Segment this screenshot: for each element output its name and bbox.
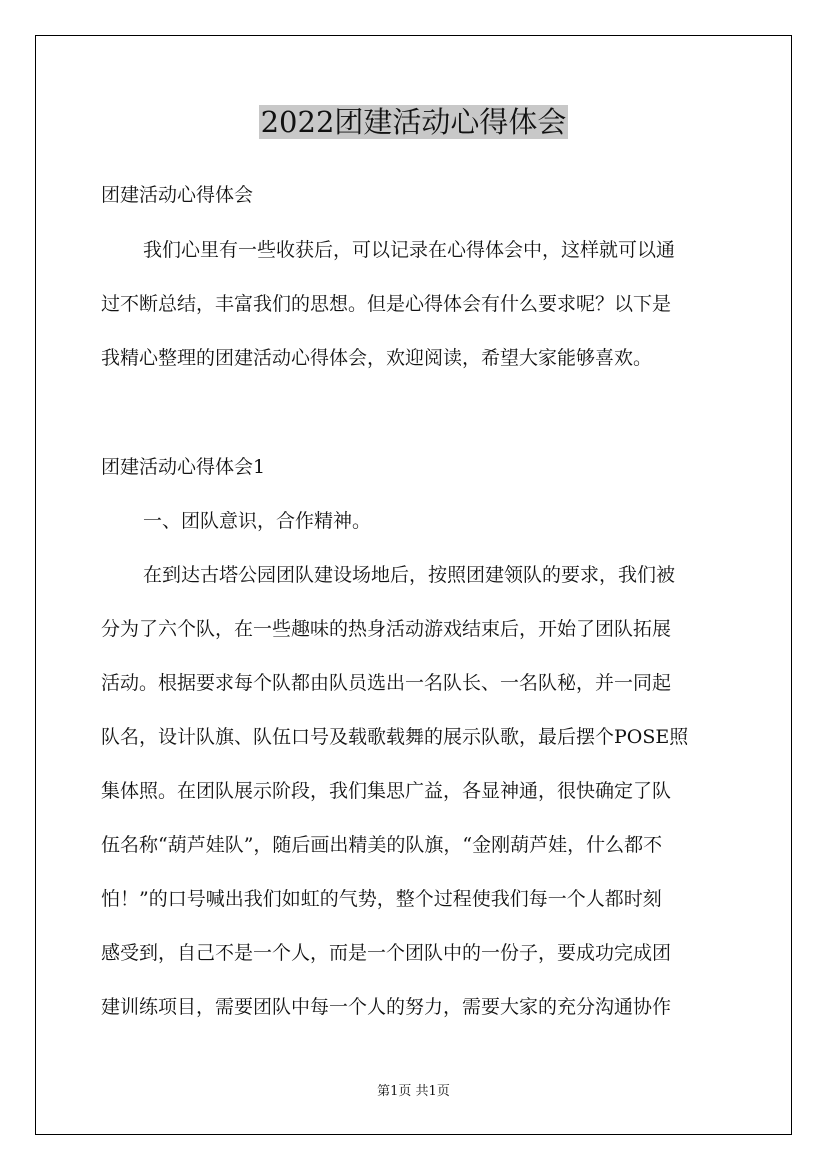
page-footer: 第1页 共1页	[377, 1084, 450, 1099]
body-line: 集体照。在团队展示阶段，我们集思广益，各显神通，很快确定了队	[101, 780, 672, 802]
document-title-text: 2022团建活动心得体会	[260, 105, 567, 139]
intro-line: 我们心里有一些收获后，可以记录在心得体会中，这样就可以通	[143, 239, 676, 261]
body-line: 队名，设计队旗、队伍口号及载歌载舞的展示队歌，最后摆个POSE照	[101, 726, 689, 748]
body-line: 建训练项目，需要团队中每一个人的努力，需要大家的充分沟通协作	[101, 996, 672, 1018]
body-line: 怕！”的口号喊出我们如虹的气势，整个过程使我们每一个人都时刻	[101, 888, 662, 910]
document-title	[0, 100, 827, 144]
body-line: 分为了六个队，在一些趣味的热身活动游戏结束后，开始了团队拓展	[101, 618, 672, 640]
intro-line: 我精心整理的团建活动心得体会，欢迎阅读，希望大家能够喜欢。	[101, 347, 653, 369]
body-line: 在到达古塔公园团队建设场地后，按照团建领队的要求，我们被	[143, 564, 676, 586]
body-line: 活动。根据要求每个队都由队员选出一名队长、一名队秘，并一同起	[101, 672, 672, 694]
subtitle: 团建活动心得体会	[101, 184, 254, 206]
body-line: 感受到，自己不是一个人，而是一个团队中的一份子，要成功完成团	[101, 942, 672, 964]
section-heading: 团建活动心得体会1	[101, 456, 266, 478]
intro-line: 过不断总结，丰富我们的思想。但是心得体会有什么要求呢？以下是	[101, 293, 672, 315]
body-line: 伍名称“葫芦娃队”，随后画出精美的队旗，“金刚葫芦娃，什么都不	[101, 834, 663, 856]
point-heading: 一、团队意识，合作精神。	[143, 510, 372, 532]
